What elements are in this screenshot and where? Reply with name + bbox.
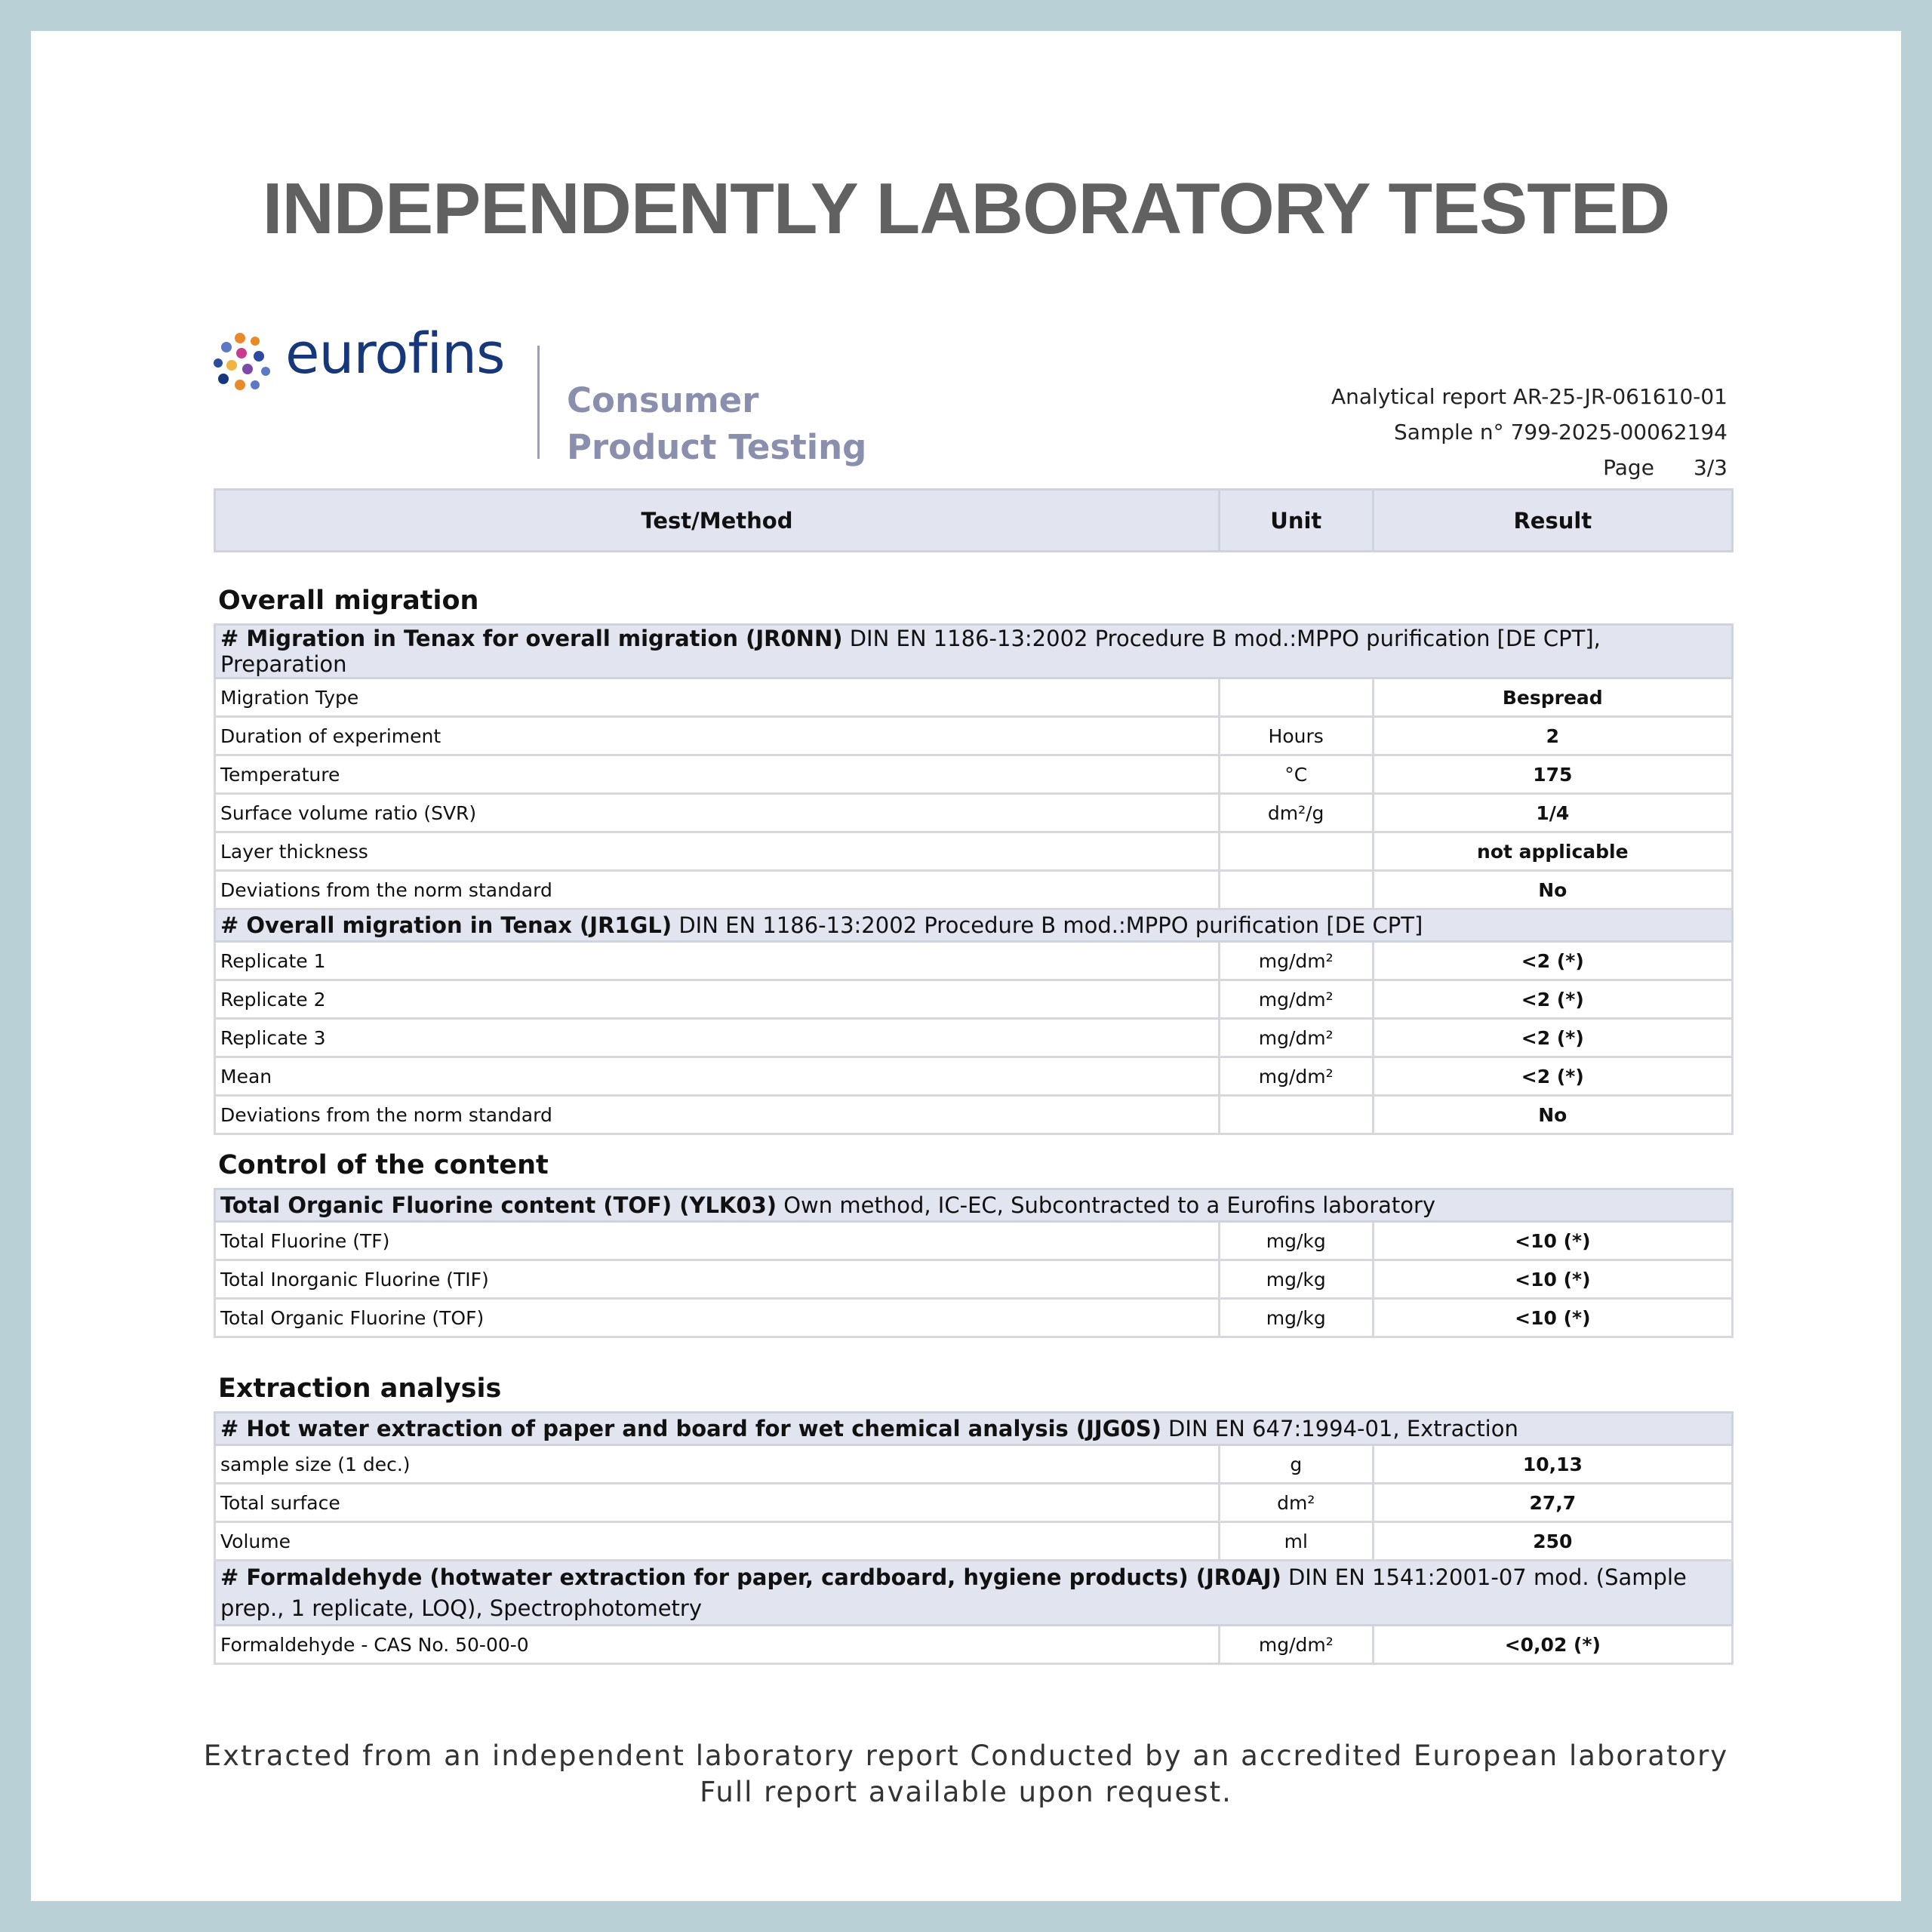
result-cell: 10,13 (1373, 1445, 1732, 1484)
results-table-header (214, 488, 1734, 552)
method-description (215, 909, 1733, 942)
unit-cell: dm² (1219, 1484, 1373, 1522)
table-row (215, 980, 1733, 1019)
unit-cell: dm²/g (1219, 794, 1373, 832)
method-standard: Own method, IC-EC, Subcontracted to a Eurofins laboratory (777, 1192, 1436, 1218)
parameter-name: Deviations from the norm standard (215, 1096, 1220, 1134)
method-group-row (215, 1413, 1733, 1445)
unit-cell: °C (1219, 755, 1373, 794)
footer-line-2: Full report available upon request. (700, 1776, 1232, 1808)
method-standard: DIN EN 1186-13:2002 Procedure B mod.:MPPO purification [DE CPT] (672, 912, 1423, 938)
table-row (215, 717, 1733, 755)
parameter-name: Volume (215, 1522, 1220, 1561)
method-standard: DIN EN 647:1994-01, Extraction (1161, 1416, 1518, 1441)
result-cell: 1/4 (1373, 794, 1732, 832)
parameter-name: Migration Type (215, 678, 1220, 717)
method-standard: DIN EN 1186-13:2002 Procedure B mod.:MPPO purification [DE CPT], Preparation (220, 626, 1601, 677)
table-row (215, 1626, 1733, 1664)
table-row (215, 678, 1733, 717)
unit-cell: mg/dm² (1219, 980, 1373, 1019)
sample-number: Sample n° 799-2025-00062194 (1394, 420, 1727, 445)
unit-cell: mg/dm² (1219, 1057, 1373, 1096)
logo-divider (537, 346, 540, 459)
result-cell: <2 (*) (1373, 980, 1732, 1019)
unit-cell: mg/dm² (1219, 1626, 1373, 1664)
header-unit: Unit (1219, 490, 1373, 552)
table-row (215, 1484, 1733, 1522)
result-cell: No (1373, 871, 1732, 909)
table-row (215, 1222, 1733, 1260)
parameter-name: Replicate 1 (215, 942, 1220, 980)
section-title-extraction: Extraction analysis (218, 1374, 502, 1404)
table-row (215, 794, 1733, 832)
table-row (215, 942, 1733, 980)
method-name: Total Organic Fluorine content (TOF) (YLK03) (220, 1192, 777, 1218)
parameter-name: Total Inorganic Fluorine (TIF) (215, 1260, 1220, 1299)
result-cell: <2 (*) (1373, 1057, 1732, 1096)
unit-cell: ml (1219, 1522, 1373, 1561)
table-row (215, 871, 1733, 909)
parameter-name: Surface volume ratio (SVR) (215, 794, 1220, 832)
section-title-control-content: Control of the content (218, 1150, 549, 1180)
unit-cell: Hours (1219, 717, 1373, 755)
unit-cell: g (1219, 1445, 1373, 1484)
header-test-method: Test/Method (215, 490, 1220, 552)
table-row (215, 1019, 1733, 1057)
unit-cell: mg/dm² (1219, 1019, 1373, 1057)
parameter-name: Replicate 2 (215, 980, 1220, 1019)
method-description (215, 625, 1733, 678)
headline: INDEPENDENTLY LABORATORY TESTED (262, 168, 1670, 249)
parameter-name: Replicate 3 (215, 1019, 1220, 1057)
parameter-name: Total surface (215, 1484, 1220, 1522)
unit-cell: mg/kg (1219, 1222, 1373, 1260)
eurofins-logo-icon (211, 332, 273, 394)
method-name: # Hot water extraction of paper and board for wet chemical analysis (JJG0S) (220, 1416, 1161, 1441)
method-description (215, 1561, 1733, 1626)
parameter-name: Mean (215, 1057, 1220, 1096)
section-title-overall-migration: Overall migration (218, 586, 479, 616)
method-description (215, 1413, 1733, 1445)
result-cell: <10 (*) (1373, 1299, 1732, 1337)
page-number: 3/3 (1693, 455, 1727, 480)
result-cell: 2 (1373, 717, 1732, 755)
unit-cell: mg/kg (1219, 1299, 1373, 1337)
method-name: # Migration in Tenax for overall migration (JR0NN) (220, 626, 843, 651)
page-label: Page (1603, 455, 1654, 480)
method-group-row (215, 625, 1733, 678)
page-indicator (1331, 450, 1727, 485)
table-row (215, 1445, 1733, 1484)
table-row (215, 1057, 1733, 1096)
method-standard: DIN EN 1541:2001-07 mod. (Sample prep., 1 replicate, LOQ), Spectrophotometry (220, 1564, 1687, 1621)
method-group-row (215, 1189, 1733, 1222)
parameter-name: Formaldehyde - CAS No. 50-00-0 (215, 1626, 1220, 1664)
method-description (215, 1189, 1733, 1222)
table-row (215, 1299, 1733, 1337)
division-line-1: Consumer (567, 380, 759, 420)
table-row (215, 1096, 1733, 1134)
result-cell: 250 (1373, 1522, 1732, 1561)
table-row (215, 1260, 1733, 1299)
method-name: # Overall migration in Tenax (JR1GL) (220, 912, 672, 938)
control-content-table (214, 1188, 1734, 1338)
method-group-row (215, 1561, 1733, 1626)
result-cell: <10 (*) (1373, 1222, 1732, 1260)
parameter-name: sample size (1 dec.) (215, 1445, 1220, 1484)
result-cell: <10 (*) (1373, 1260, 1732, 1299)
result-cell: <0,02 (*) (1373, 1626, 1732, 1664)
unit-cell: mg/kg (1219, 1260, 1373, 1299)
parameter-name: Total Organic Fluorine (TOF) (215, 1299, 1220, 1337)
eurofins-wordmark: eurofins (285, 321, 505, 386)
result-cell: 175 (1373, 755, 1732, 794)
overall-migration-table (214, 623, 1734, 1135)
parameter-name: Layer thickness (215, 832, 1220, 871)
unit-cell (1219, 832, 1373, 871)
table-row (215, 1522, 1733, 1561)
parameter-name: Duration of experiment (215, 717, 1220, 755)
unit-cell (1219, 678, 1373, 717)
method-group-row (215, 909, 1733, 942)
unit-cell (1219, 1096, 1373, 1134)
parameter-name: Total Fluorine (TF) (215, 1222, 1220, 1260)
parameter-name: Temperature (215, 755, 1220, 794)
division-name (567, 377, 866, 471)
table-row (215, 832, 1733, 871)
parameter-name: Deviations from the norm standard (215, 871, 1220, 909)
extraction-table (214, 1411, 1734, 1665)
result-cell: No (1373, 1096, 1732, 1134)
method-name: # Formaldehyde (hotwater extraction for paper, cardboard, hygiene products) (JR0AJ) (220, 1564, 1281, 1590)
result-cell: <2 (*) (1373, 942, 1732, 980)
result-cell: <2 (*) (1373, 1019, 1732, 1057)
table-row (215, 755, 1733, 794)
result-cell: 27,7 (1373, 1484, 1732, 1522)
result-cell: Bespread (1373, 678, 1732, 717)
division-line-2: Product Testing (567, 427, 867, 467)
unit-cell: mg/dm² (1219, 942, 1373, 980)
result-cell: not applicable (1373, 832, 1732, 871)
report-metadata (1331, 379, 1727, 485)
unit-cell (1219, 871, 1373, 909)
header-result: Result (1373, 490, 1732, 552)
footer-line-1: Extracted from an independent laboratory report Conducted by an accredited European laboratory (203, 1740, 1729, 1772)
analytical-report-id: Analytical report AR-25-JR-061610-01 (1331, 384, 1727, 409)
